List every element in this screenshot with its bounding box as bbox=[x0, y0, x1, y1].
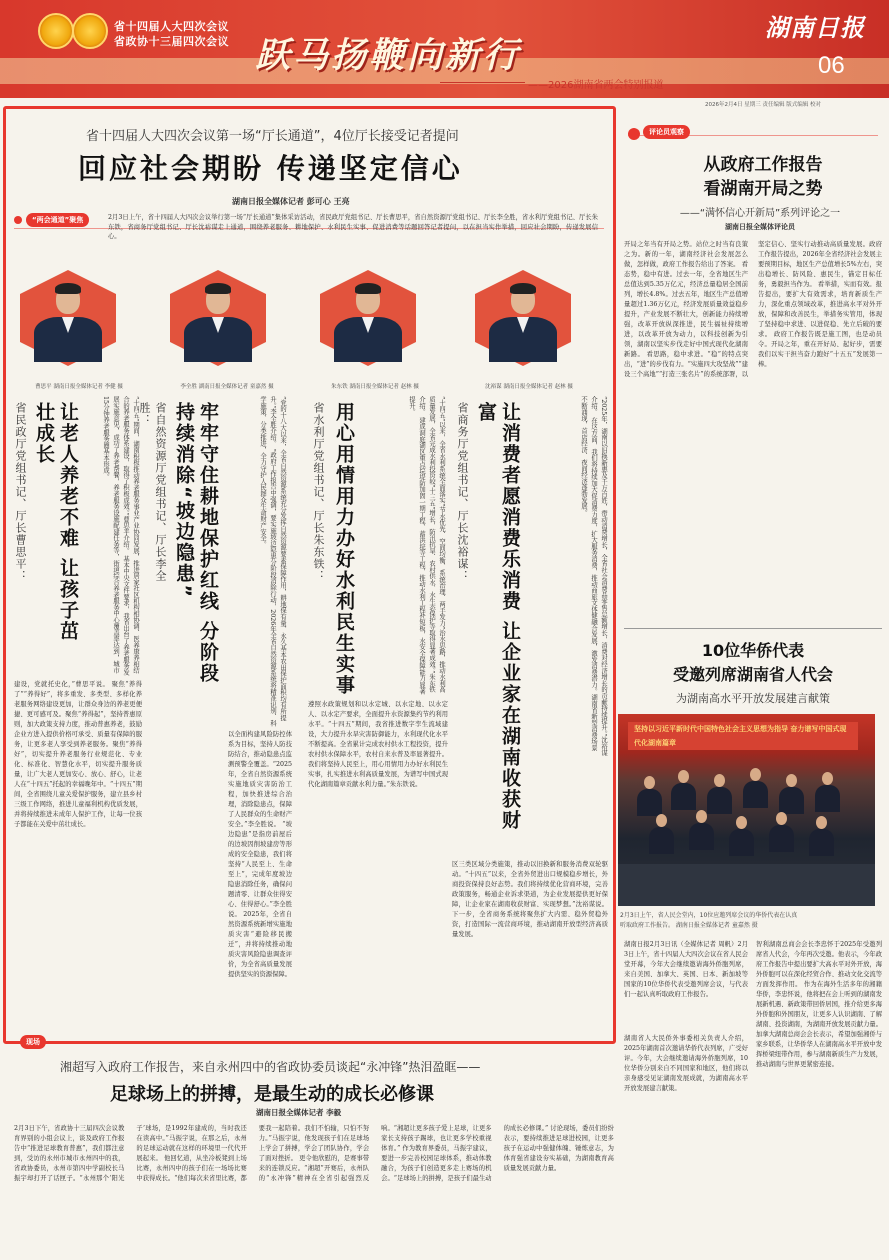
dateline: 2026年2月4日 星期三 责任编辑 版式编辑 校对 bbox=[705, 102, 821, 108]
column-tag: “两会通道”聚焦 bbox=[26, 213, 89, 227]
bottom-headline: 足球场上的拼搏，是最生动的成长必修课 bbox=[110, 1084, 434, 1105]
portrait-cao-siping bbox=[20, 270, 116, 366]
main-kicker: 省十四届人大四次会议第一场“厅长通道”，4位厅长接受记者提问 bbox=[86, 129, 459, 144]
official-headline: 让消费者愿消费乐消费 让企业家在湖南收获财富 bbox=[475, 402, 521, 831]
main-byline: 湖南日报全媒体记者 彭可心 王亮 bbox=[232, 197, 350, 206]
main-intro: 2月3日上午，省十四届人大四次会议举行第一场“厅长通道”集体采访活动，省民政厅党组书记、厅长曹思平，省自然资源厅党组书记、厅长李全胜，省水利厅党组书记、厅长朱东铁，省商务厅党组书记、厅长沈裕谋走上通道，围绕养老服务、耕地保护、水利民生实事、促进消费等话题回答记者提问，以在担当实作举措，回应社会期盼，传递发展信心。 bbox=[108, 214, 598, 241]
banner-slogan: 跃马扬鞭向新行 bbox=[255, 36, 522, 76]
page-number: 06 bbox=[818, 52, 845, 79]
news-more: 湖南省人大民侨外事委相关负责人介绍，2025年湖南首次邀请华侨代表列席，广受好评。今年，大会继续邀请海外侨胞列席，10位华侨分别来自不同国家和地区，他们将以亲身感受见证湖南发展成就，为湖南高水平开放发展建言献策。 bbox=[624, 1035, 748, 1092]
portrait-caption: 朱东铁 湖南日报全媒体记者 赵林 摄 bbox=[331, 384, 419, 390]
banner-subtitle: ——2026湖南省两会特别报道 bbox=[528, 80, 664, 91]
official-role: 省民政厅党组书记、厅长曹思平： bbox=[14, 402, 27, 582]
official-headline: 用心用情用力办好水利民生实事 bbox=[333, 402, 355, 696]
newspaper-masthead: 湖南日报 bbox=[765, 14, 865, 42]
official-body-cont: 以全面构建风险防控体系为目标，坚持人防技防结合，推动隐患点监测预警全覆盖。“2025年，全省自然资源系统实施地质灾害防治工程，加快推进综合治理，消除隐患点，保障了人民群众的生命财产安全。”李全胜说。 “坡边隐患”是指房前屋后的边坡因削坡建房等形成的安全隐患，我们将坚持“人民至上、生命至上”，完成年度坡边隐患消除任务，确保问题清零、让群众住得安心、住得舒心。”李全胜说。 2025年，全省自然资源系统新增实施地质灾害“避险移民搬迁”，并将持续推动地质灾害风险隐患调查评价，为全省高质量发展提供坚实的资源保障。 bbox=[228, 731, 292, 978]
portrait-caption: 沈裕谋 湖南日报全媒体记者 赵林 摄 bbox=[485, 384, 573, 390]
commentary-byline: 湖南日报全媒体评论员 bbox=[725, 223, 795, 231]
portrait-caption: 李全胜 湖南日报全媒体记者 童嘉然 摄 bbox=[180, 384, 274, 390]
official-body: “2025年，湖南以旧换新惠及千万百姓，带动消费增长，全省社会消费品零售总额增长，消费对经济增长的贡献持续提升。”沈裕谋介绍。 在这方面，我们将持续加大促消费力度，扩大服务消费，推动商旅文体健融合发展，激发消费潜力。湖南省新型消费场景不断涌现，首店经济、夜间经济蓬勃发展。 bbox=[580, 396, 607, 756]
national-emblem-icon bbox=[38, 13, 74, 49]
official-role: 省水利厅党组书记、厅长朱东铁： bbox=[312, 402, 325, 582]
portrait-li-quansheng bbox=[170, 270, 266, 366]
main-headline: 回应社会期盼 传递坚定信心 bbox=[78, 152, 463, 185]
photo-caption-2: 听取政府工作报告。 湖南日报全媒体记者 童嘉然 摄 bbox=[620, 922, 758, 929]
commentary-subheadline: ——“满怀信心开新局”系列评论之一 bbox=[679, 208, 841, 219]
official-role: 省自然资源厅党组书记、厅长李全胜： bbox=[138, 402, 167, 582]
column-tag-dot-icon bbox=[14, 216, 22, 224]
commentary-tag: 评论员观察 bbox=[643, 125, 690, 139]
official-body: “党的十八大以来，全省自然资源系统充分发挥自然资源要素保障作用，耕地保有量、永久基本农田保护面积均有所提升。”李全胜介绍。 “政府工作报告中强调，要实施坡边隐患分阶段消除行动，2026年全省自然资源系统将精准识别、科学施策、分类推进，全力守护人民群众生命财产安全。 bbox=[259, 396, 286, 727]
official-headline: 牢牢守住耕地保护红线 分阶段持续消除“坡边隐患” bbox=[173, 402, 219, 684]
news-headline-2: 受邀列席湖南省人代会 bbox=[672, 665, 833, 684]
portrait-zhu-dongtie bbox=[320, 270, 416, 366]
news-right: 智利湖南总商会会长李忠怀于2025年受邀列席省人代会，今年再次受邀。他表示，今年政府工作报告中提出要扩大高水平对外开放，海外侨胞可以在深化经贸合作、推动文化交流等方面发挥作用。 作为在海外生活多年的湘籍华侨，李忠怀说，他将把在会上听到的湖南发展新机遇、新政策带回侨居国，推介给更多海外侨胞和外国朋友，让更多人认识湖南、了解湖南、投资湖南，为湖南开放发展贡献力量。 加拿大湖南总商会会长表示，希望加强湘侨与家乡联系，让华侨华人在湖南高水平开放中发挥桥梁纽带作用，参与湖南新质生产力发展，推动湖南与世界更紧密连接。 bbox=[756, 941, 882, 1068]
session-line-1: 省十四届人大四次会议 bbox=[114, 20, 229, 33]
bottom-byline: 湖南日报全媒体记者 李毅 bbox=[256, 1108, 342, 1117]
bottom-kicker: 湘超写入政府工作报告，来自永州四中的省政协委员谈起“永冲锋”热泪盈眶—— bbox=[60, 1060, 481, 1074]
official-body: “十四五”以来，全省水利系统全面落实“节水优先、空间均衡、系统治理、两手发力”治水思路，推动水利高质量发展，全省完成水利投资较“十三五”增长，防汛抗旱、农村供水、水生态保护等取得显著成效。”朱东铁介绍。 建成洞庭湖区重点垸堤防加固一期工程、蓄洪垸等工程，推动水利工程补短板，水安全保障能力显著提升。 bbox=[408, 396, 445, 695]
banner-rule bbox=[440, 82, 525, 83]
official-role: 省商务厅党组书记、厅长沈裕谋： bbox=[456, 402, 469, 582]
portrait-shen-yumou bbox=[475, 270, 571, 366]
official-body-cont: 遵照水政策规划和以水定城、以水定地、以水定人、以水定产要求，全面提升水资源集约节约利用水平。“十四五”期间，我省推进数字孪生流域建设，大力提升水旱灾害防御能力，水利现代化水平不断提高。全省累计完成农村供水工程投资，提升农村供水保障水平，农村自来水普及率显著提升。我们将坚持人民至上，用心用情用力办好水利民生实事，扎实推进水利高质量发展，为谱写中国式现代化湖南篇章贡献水利力量。”朱东铁说。 bbox=[308, 701, 448, 788]
page-banner bbox=[0, 0, 889, 98]
official-body-cont: 区三类区域分类施策，推动以旧换新和服务消费双轮驱动。“十四五”以来，全省外贸进出口规模稳步增长，外商投资保持良好态势。我们将持续优化营商环境，完善政策服务，畅通企业诉求渠道，为企业发展提供更好保障，让企业家在湖南收获财富、实现梦想。”沈裕谋说。 下一步，全省商务系统将聚焦扩大内需、稳外贸稳外资，打造国际一流营商环境，推动湖南开放型经济高质量发展。 bbox=[452, 861, 608, 938]
portrait-caption: 曹思平 湖南日报全媒体记者 李健 摄 bbox=[35, 384, 123, 390]
news-headline-1: 10位华侨代表 bbox=[701, 641, 805, 660]
official-headline: 让老人养老不难 让孩子茁壮成长 bbox=[33, 402, 79, 642]
hall-banner: 坚持以习近平新时代中国特色社会主义思想为指导 奋力谱写中国式现代化湖南篇章 bbox=[628, 722, 858, 750]
section-divider bbox=[624, 628, 882, 629]
bottom-column-tag: 现场 bbox=[20, 1035, 46, 1049]
official-body: “十四五”期间，湖南积极推动养老服务事业产业协同发展，推进居家社区机构相协调、医养康养相结合的养老服务体系建设，取得了积极成效。”曹思平介绍。 基本中央文件要求，我省出台了养老服务发展实施意见，成功了养老帮餐，养老服务设施配建任务等，街道综合养老服务中心覆盖率达到，城市15分钟养老服务圈基本形成。 bbox=[102, 396, 139, 676]
official-body-cont: 建设，党就托史化，”曹思平说。 聚焦“养得了”“养得好”，将多重发、多类型、多样化养老服务网络建设更加，让群众身边的养老更便捷、更可感可及。聚焦“养得起”，坚持普惠原则，加大政策支持力度，推动普惠养老，鼓励企业方进入提供价格可承受、质量有保障的服务，让更多老人享受到养老服务。聚焦“养得好”，切实提升养老服务行业规范化、专业化、标准化、智慧化水平，切实提升服务质量，让广大老人更加安心、放心、舒心，让老人在“十四五”托起的幸福晚年中。“十四五”期间，全省围绕儿童关爱保护服务，建立县乡村三级工作网络，推进儿童福利机构优质发展，并将持续推进未成年人保护工作，让每一位孩子都能在关爱中茁壮成长。 bbox=[14, 681, 142, 828]
news-lead: 湖南日报2月3日讯（全媒体记者 周帆）2月3日上午，省十四届人大四次会议在省人民会堂开幕，今年大会继续邀请海外侨胞列席，来自美国、加拿大、英国、日本、新加坡等国家的10位华侨代表受邀列席会议，与代表们一起认真听取政府工作报告。 bbox=[624, 941, 748, 998]
news-subheadline: 为湖南高水平开放发展建言献策 bbox=[676, 692, 830, 705]
bottom-body: 2月3日下午，省政协十三届四次会议教育界别的小组会议上，谈及政府工作报告中“推进足球教育普惠”，我们都注意到，受访的永州市城市永州四中的我，省政协委员，永州市第四中学副校长马振宇却打开了话匣子。“永州那个‘阳光子’球场，是1992年建成的，当时我还在读高中。”马振宇说，在那之后，永州的足球运动就在这样的环境里一代代开展起来。 他回忆道，从坐冷板凳到上场比赛，永州四中的孩子们在一场场比赛中获得成长。“他们每次来省里比赛，都要我一起陪着。我们不怕输，只怕不努力。”马振宇说，他发现孩子们在足球场上学会了拼搏，学会了团队协作，学会了面对挫折。 更令他欣慰的，是赛事带来的连锁反应。“湘超”开赛后，永州队的“永冲锋”精神在全省引起强烈反响。“湘超让更多孩子爱上足球，让更多家长支持孩子踢球，也让更多学校重视体育。” 作为教育界委员，马振宇建议，要进一步完善校园足球体系，推动体教融合，为孩子们创造更多走上赛场的机会。“足球场上的拼搏，是孩子们最生动的成长必修课。” 讨论现场，委员们纷纷表示，要持续推进足球进校园，让更多孩子在运动中强健体魄、锤炼意志，为体育强省建设夯实基础，为湖南教育高质量发展贡献力量。 bbox=[14, 1125, 614, 1182]
cppcc-emblem-icon bbox=[72, 13, 108, 49]
session-line-2: 省政协十三届四次会议 bbox=[114, 35, 229, 48]
overseas-chinese-photo bbox=[618, 714, 875, 906]
commentary-body: 开局之年当有开局之势。站位之时当有良策之为。新的一年，湖南经济社会发展怎么做，怎样做，政府工作报告给出了答案。 看态势，稳中有进。过去一年，全省地区生产总值达到5.35万亿元，经济总量稳居全国前列，增长4.8%。过去五年，地区生产总值增量超过1.36万亿元，经济发展质量效益稳步提升，产业发展不断壮大，创新能力持续增强，改革开放纵深推进，民生福祉持续增进，以改革开放为动力，以科技创新为引领，湖南以坚实步伐走好中国式现代化湖南新路。 看思路，稳中求进。“稳”的特点突出，“进”的步伐有力。“实施四大攻坚战”“建设三个高地”“打造三张名片”的系统部署，以坚定信心、坚实行动推动高质量发展。政府工作报告提出，2026年全省经济社会发展主要预期目标，地区生产总值增长5%左右，突出稳增长、防风险、惠民生，锚定目标任务，勇毅担当作为。 看举措，实而有效。报告提出，要扩大有效需求，培育新质生产力，深化重点领域改革，推进高水平对外开放，保障和改善民生，举措务实管用，体现了坚持稳中求进、以进促稳、先立后破的要求。 政府工作报告既是施工图，也是动员令。开局之年，重在开好局、起好步，需要我们以实干担当奋力跑好“十五五”发展第一棒。 bbox=[624, 241, 882, 378]
commentary-headline-2: 看湖南开局之势 bbox=[703, 179, 823, 199]
commentary-tag-dot-icon bbox=[628, 128, 640, 140]
commentary-headline-1: 从政府工作报告 bbox=[703, 155, 823, 175]
photo-caption-1: 2月3日上午，省人民会堂内，10位应邀列席会议的华侨代表在认真 bbox=[620, 912, 798, 919]
